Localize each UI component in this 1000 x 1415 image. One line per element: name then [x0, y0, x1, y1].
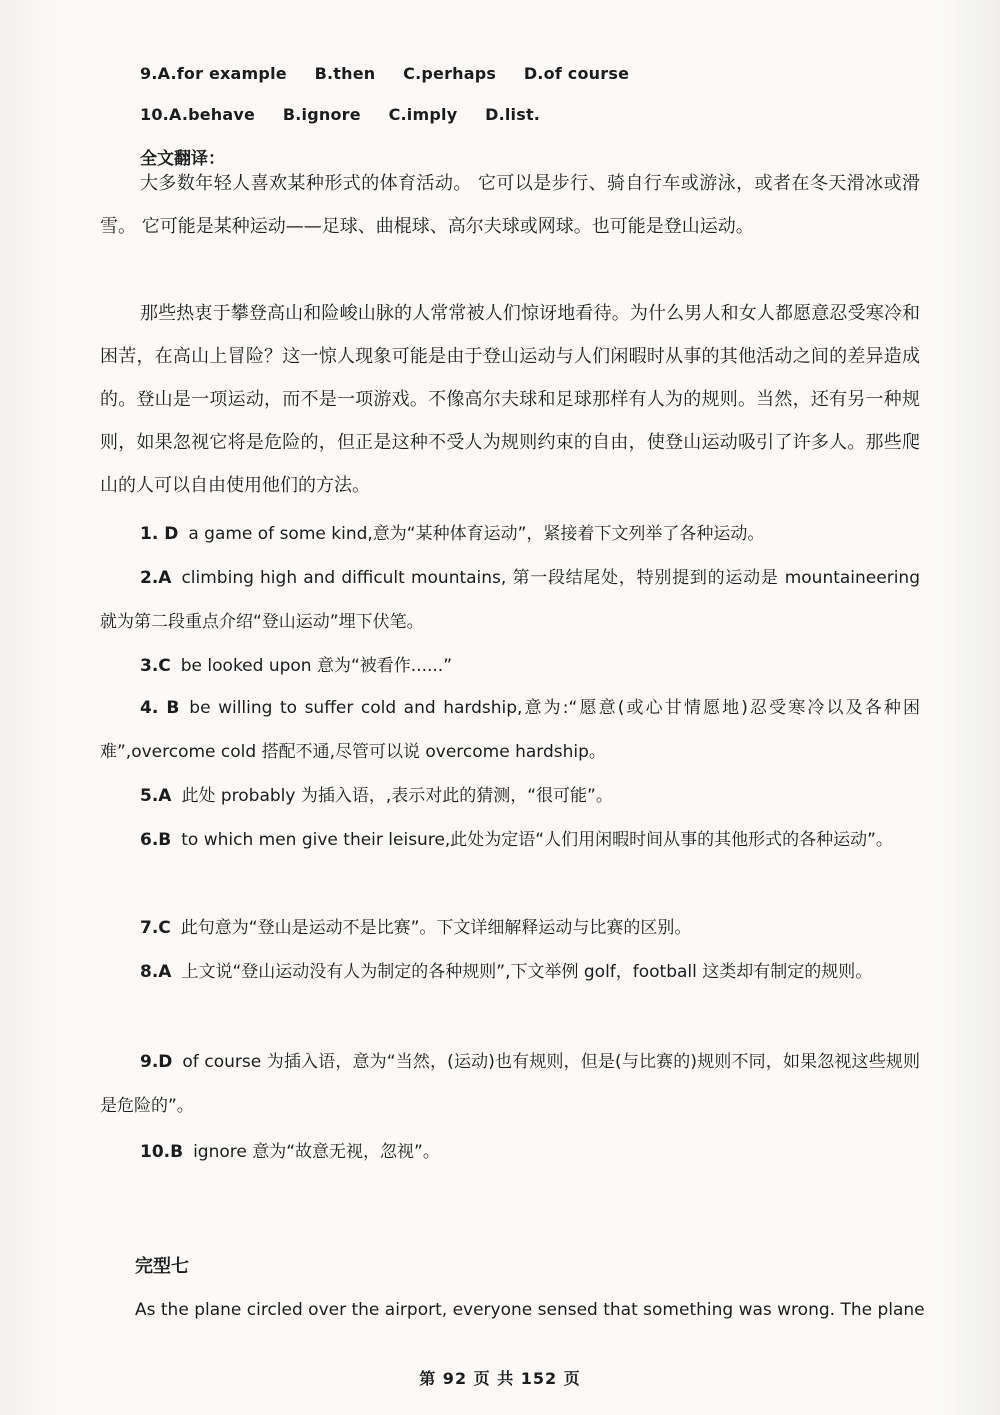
option-9b: B.then — [314, 64, 376, 83]
passage-first-line: As the plane circled over the airport, everyone sensed that something was wrong. The plane — [135, 1300, 925, 1320]
translation-p2-text: 那些热衷于攀登高山和险峻山脉的人常常被人们惊讶地看待。为什么男人和女人都愿意忍受寒冷和困苦，在高山上冒险？这一惊人现象可能是由于登山运动与人们闲暇时从事的其他活动之间的差异造成的。登山是一项运动，而不是一项游戏。不像高尔夫球和足球那样有人为的规则。当然，还有另一种规则，如果忽视它将是危险的，但正是这种不受人为规则约束的自由，使登山运动吸引了许多人。那些爬山的人可以自由使用他们的方法。 — [100, 303, 920, 496]
option-9d: D.of course — [523, 64, 630, 83]
option-10a: 10.A.behave — [140, 105, 256, 124]
option-10d: D.list. — [485, 105, 541, 124]
note-number: 4. B — [140, 698, 180, 718]
note-text: ignore 意为“故意无视，忽视”。 — [193, 1142, 440, 1162]
page-footer: 第 92 页 共 152 页 — [419, 1369, 581, 1388]
answer-note-9 — [100, 1040, 920, 1128]
option-10b: B.ignore — [282, 105, 361, 124]
note-text: climbing high and difficult mountains, 第一段结尾处，特别提到的运动是 mountaineering 就为第二段重点介绍“登山运动”埋下伏笔。 — [100, 568, 920, 632]
note-text: to which men give their leisure,此处为定语“人们用闲暇时间从事的其他形式的各种运动”。 — [181, 830, 893, 850]
answer-note-6 — [100, 818, 920, 862]
note-text: of course 为插入语，意为“当然，(运动)也有规则，但是(与比赛的)规则不同，如果忽视这些规则是危险的”。 — [100, 1052, 920, 1116]
note-text: 此句意为“登山是运动不是比赛”。下文详细解释运动与比赛的区别。 — [180, 918, 692, 938]
option-9c: C.perhaps — [403, 64, 497, 83]
note-number: 2.A — [140, 568, 172, 588]
note-text: 上文说“登山运动没有人为制定的各种规则”,下文举例 golf，football 这类却有制定的规则。 — [181, 962, 873, 982]
question-9-options — [140, 64, 651, 83]
note-number: 3.C — [140, 656, 171, 676]
answer-note-7 — [100, 906, 920, 950]
translation-paragraph-1 — [100, 162, 920, 248]
note-number: 9.D — [140, 1052, 173, 1072]
option-9a: 9.A.for example — [140, 64, 287, 83]
option-10c: C.imply — [388, 105, 458, 124]
section-title: 完型七 — [135, 1256, 189, 1277]
note-text: be willing to suffer cold and hardship,意为:“愿意(或心甘情愿地)忍受寒冷以及各种困难”,overcome cold 搭配不通,尽管可以说 overcome hardship。 — [100, 698, 920, 762]
note-number: 10.B — [140, 1142, 184, 1162]
note-number: 5.A — [140, 786, 172, 806]
note-number: 7.C — [140, 918, 171, 938]
question-10-options — [140, 105, 562, 124]
note-text: a game of some kind,意为“某种体育运动”，紧接着下文列举了各种运动。 — [188, 524, 765, 544]
answer-note-5 — [100, 774, 920, 818]
answer-note-1 — [100, 512, 920, 556]
translation-paragraph-2 — [100, 292, 920, 507]
note-text: be looked upon 意为“被看作......” — [180, 656, 453, 676]
translation-heading: 全文翻译： — [140, 149, 225, 169]
answer-note-4 — [100, 686, 920, 774]
answer-note-8 — [100, 950, 920, 994]
note-number: 6.B — [140, 830, 172, 850]
answer-note-10 — [100, 1130, 920, 1174]
answer-note-2 — [100, 556, 920, 644]
note-text: 此处 probably 为插入语，,表示对此的猜测，“很可能”。 — [181, 786, 613, 806]
translation-p1-text: 大多数年轻人喜欢某种形式的体育活动。 它可以是步行、骑自行车或游泳，或者在冬天滑冰或滑雪。 它可能是某种运动——足球、曲棍球、高尔夫球或网球。也可能是登山运动。 — [100, 173, 920, 237]
note-number: 8.A — [140, 962, 172, 982]
answer-note-3 — [100, 644, 920, 688]
note-number: 1. D — [140, 524, 179, 544]
